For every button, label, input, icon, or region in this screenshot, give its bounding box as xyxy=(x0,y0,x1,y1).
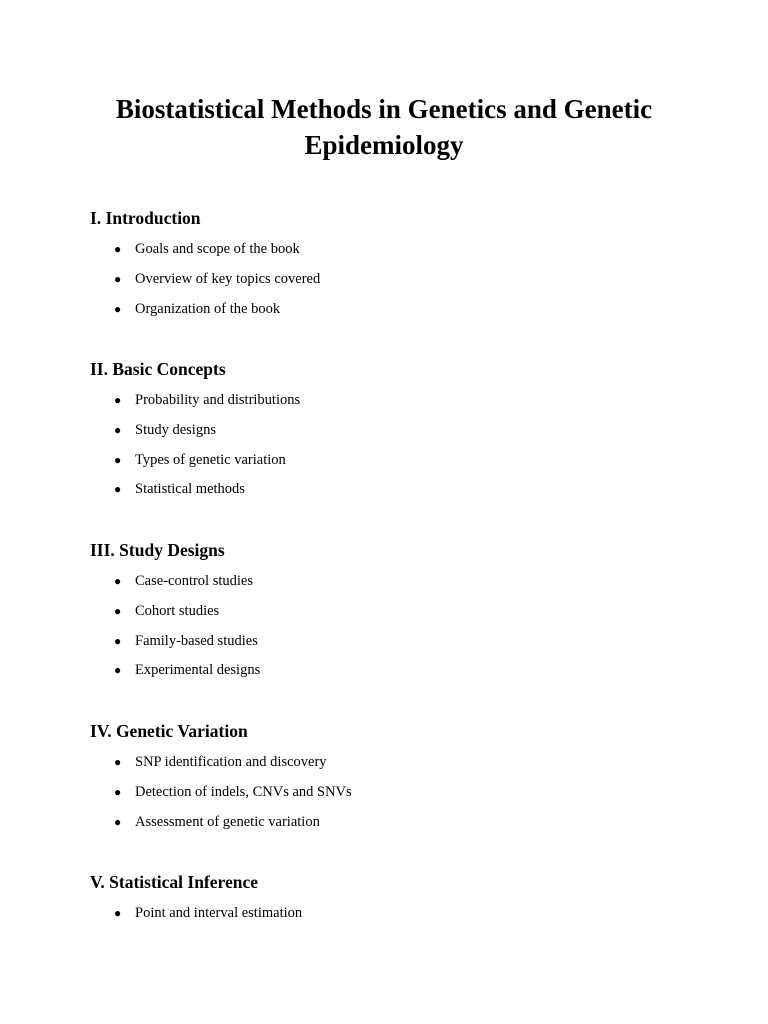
list-item xyxy=(90,903,710,933)
bullet-list xyxy=(90,390,710,509)
section-introduction xyxy=(90,207,710,328)
list-item xyxy=(90,390,710,420)
section-heading: IV. Genetic Variation xyxy=(90,721,248,741)
section-heading: V. Statistical Inference xyxy=(90,872,259,892)
title-line-2: Epidemiology xyxy=(304,130,464,160)
list-item xyxy=(90,782,710,812)
list-item-text: Organization of the book xyxy=(135,300,281,317)
list-item-text: Study designs xyxy=(135,421,216,438)
list-item-text: SNP identification and discovery xyxy=(135,754,327,770)
bullet-list xyxy=(90,239,710,328)
bullet-icon: ● xyxy=(114,574,122,588)
section-basic-concepts xyxy=(90,358,710,509)
bullet-list xyxy=(90,903,710,933)
list-item xyxy=(90,812,710,842)
list-item-text: Probability and distributions xyxy=(135,392,301,408)
list-item xyxy=(90,660,710,690)
list-item-text: Family-based studies xyxy=(135,632,258,649)
list-item xyxy=(90,299,710,329)
bullet-icon: ● xyxy=(114,663,122,678)
bullet-list xyxy=(90,571,710,690)
list-item xyxy=(90,601,710,631)
bullet-icon: ● xyxy=(114,755,122,769)
section-heading: II. Basic Concepts xyxy=(90,359,226,379)
bullet-icon: ● xyxy=(114,906,122,920)
bullet-icon: ● xyxy=(114,633,122,648)
list-item xyxy=(90,239,710,269)
bullet-icon: ● xyxy=(114,271,122,286)
list-item xyxy=(90,631,710,661)
list-item-text: Types of genetic variation xyxy=(135,451,286,468)
title-line-1: Biostatistical Methods in Genetics and Genetic xyxy=(115,94,653,124)
bullet-icon: ● xyxy=(114,482,122,497)
bullet-icon: ● xyxy=(114,422,122,437)
list-item-text: Cohort studies xyxy=(135,602,220,619)
list-item-text: Statistical methods xyxy=(135,481,245,498)
bullet-icon: ● xyxy=(114,603,122,618)
list-item-text: Case-control studies xyxy=(135,573,253,589)
list-item-text: Overview of key topics covered xyxy=(135,270,321,287)
list-item-text: Detection of indels, CNVs and SNVs xyxy=(135,783,352,800)
bullet-icon: ● xyxy=(114,393,122,407)
list-item xyxy=(90,420,710,450)
bullet-icon: ● xyxy=(114,301,122,316)
bullet-icon: ● xyxy=(114,242,122,256)
list-item xyxy=(90,571,710,601)
list-item xyxy=(90,450,710,480)
bullet-icon: ● xyxy=(114,452,122,467)
section-heading: III. Study Designs xyxy=(90,540,225,560)
list-item xyxy=(90,752,710,782)
list-item-text: Point and interval estimation xyxy=(135,905,303,921)
list-item-text: Goals and scope of the book xyxy=(135,241,300,257)
section-statistical-inference xyxy=(90,871,710,933)
list-item xyxy=(90,479,710,509)
document-title xyxy=(60,91,708,163)
section-genetic-variation xyxy=(90,720,710,841)
bullet-icon: ● xyxy=(114,814,122,829)
list-item xyxy=(90,269,710,299)
bullet-list xyxy=(90,752,710,841)
section-heading: I. Introduction xyxy=(90,208,201,228)
list-item-text: Assessment of genetic variation xyxy=(135,813,320,830)
section-study-designs xyxy=(90,539,710,690)
bullet-icon: ● xyxy=(114,784,122,799)
list-item-text: Experimental designs xyxy=(135,662,261,679)
